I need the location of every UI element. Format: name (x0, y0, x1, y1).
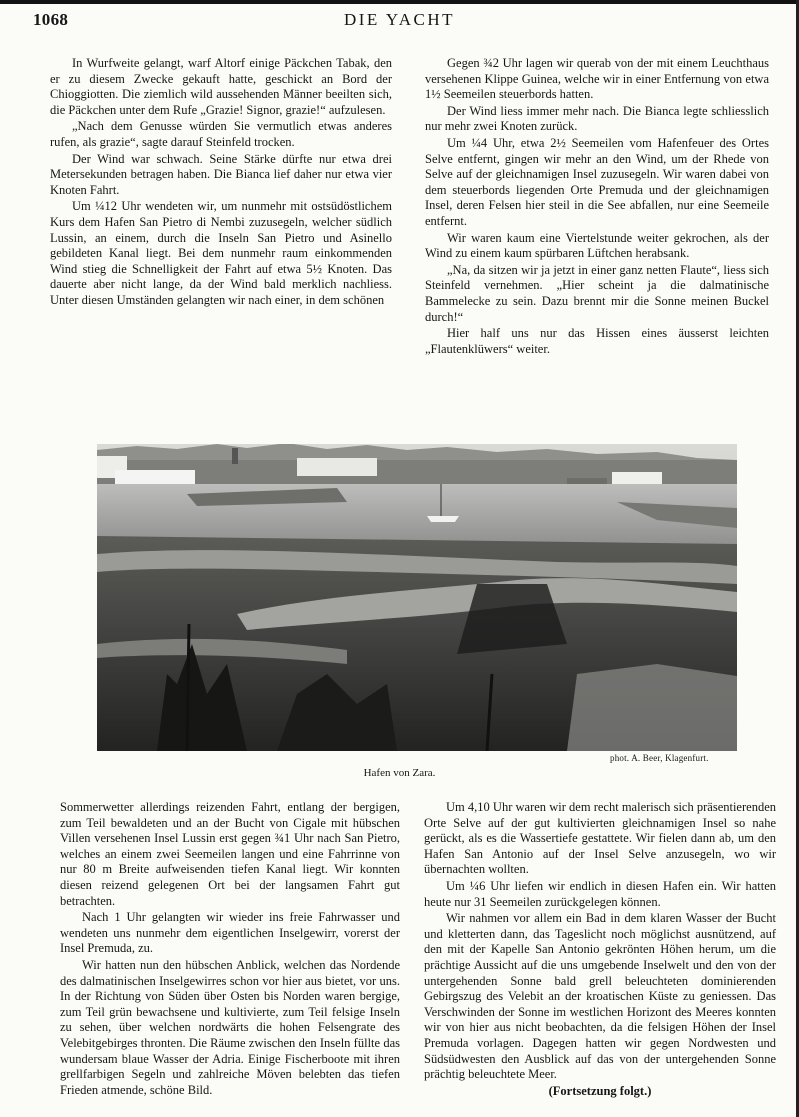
top-rule (0, 0, 799, 4)
text-column-bottom-right (424, 800, 776, 1100)
photo-credit: phot. A. Beer, Klagenfurt. (610, 753, 709, 763)
paragraph: „Na, da sitzen wir ja jetzt in einer ganz netten Flaute“, liess sich Steinfeld vernehmen. „Hier scheint ja die dalmatinische Bammelecke zu sein. Dazu brennt mir die Sonne meinen Buckel durch!“ (425, 262, 769, 324)
paragraph: Wir nahmen vor allem ein Bad in dem klaren Wasser der Bucht und kletterten dann, das Tageslicht noch möglichst ausnützend, auf den mit der Kapelle San Antonio gekrönten Höhen herum, um die prächtige Aussicht auf die uns umgebende Inselwelt und den von der untergehenden Sonne bald grell beleuchteten dominierenden Gebirgszug des Velebit an der kroatischen Küste zu geniessen. Das Verschwinden der Sonne im westlichen Horizont des Meeres konnten wir von hier aus nicht beobachten, da die felsigen Höhen der Insel Premuda vorlagen. Dagegen hatten wir gegen Nordwesten und Südsüdwesten den Ausblick auf das von der untergehenden Sonne prächtig beleuchtete Meer. (424, 911, 776, 1082)
photo-caption: Hafen von Zara. (363, 767, 436, 779)
paragraph: Um ¼12 Uhr wendeten wir, um nunmehr mit ostsüdöstlichem Kurs dem Hafen San Pietro di Nembi zuzusegeln, welcher südlich Lussin, an einem, durch die Inseln San Pietro und Asinello gebildeten Kanal liegt. Bei dem nunmehr raum einkommenden Wind stieg die Schnelligkeit der Fahrt auf etwa 5½ Knoten. Das dauerte aber nicht lange, da der Wind bald merklich nachliess. Unter diesen Umständen gelangten wir nach einer, in dem schönen (50, 199, 392, 307)
harbor-photo-illustration (97, 444, 737, 751)
paragraph: Um ¼4 Uhr, etwa 2½ Seemeilen vom Hafenfeuer des Ortes Selve entfernt, gingen wir mehr an den Wind, um der Rhede von Selve auf der gleichnamigen Insel zuzusegeln. Wir waren dabei von dem steuerbords liegenden Orte Premuda und der gleichnamigen Insel, deren Felsen hier steil in die See abfallen, nur eine Seemeile entfernt. (425, 135, 769, 228)
paragraph: Wir waren kaum eine Viertelstunde weiter gekrochen, als der Wind zu einem kaum spürbaren Lüftchen herabsank. (425, 230, 769, 261)
continuation-note: (Fortsetzung folgt.) (548, 1083, 652, 1098)
paragraph: Um 4,10 Uhr waren wir dem recht malerisch sich präsentierenden Orte Selve auf der gut kultivierten gleichnamigen Insel so nahe gerückt, als es die Wassertiefe gestattete. Wir fielen dann ab, um den Hafen San Antonio auf der Insel Selve anzusegeln, wo wir übernachten wollten. (424, 800, 776, 877)
text-column-top-left (50, 56, 392, 310)
paragraph: „Nach dem Genusse würden Sie vermutlich etwas anderes rufen, als grazie“, sagte darauf Steinfeld trocken. (50, 119, 392, 149)
paragraph: Nach 1 Uhr gelangten wir wieder ins freie Fahrwasser und wendeten uns nunmehr dem eigentlichen Inselgewirr, vorerst der Insel Premuda, zu. (60, 910, 400, 956)
paragraph: Um ¼6 Uhr liefen wir endlich in diesen Hafen ein. Wir hatten heute nur 31 Seemeilen zurückgelegen können. (424, 878, 776, 909)
paragraph: Wir hatten nun den hübschen Anblick, welchen das Nordende des dalmatinischen Inselgewirres schon vor hier aus bietet, vor uns. In der Richtung von Süden über Osten bis Norden waren bergige, zum Teil grün bewachsene und kultivierte, zum Teil felsige Inseln zu sehen, über welchen nordwärts die hohen Felsengrate des Velebitgebirges thronten. Die Räume zwischen den Inseln füllte das wundersam blaue Wasser der Adria. Einige Fischerboote mit ihren grellfarbigen Segeln und zahlreiche Möven belebten das tiefen Frieden atmende, schöne Bild. (60, 957, 400, 1097)
paragraph: In Wurfweite gelangt, warf Altorf einige Päckchen Tabak, den er zu diesem Zwecke gekauft hatte, geschickt an Bord der Chioggiotten. Die ziemlich wild aussehenden Männer beeilten sich, die Päckchen unter dem Rufe „Grazie! Signor, grazie!“ aufzulesen. (50, 56, 392, 117)
paragraph: Der Wind liess immer mehr nach. Die Bianca legte schliesslich nur mehr zwei Knoten zurück. (425, 103, 769, 134)
text-column-top-right (425, 56, 769, 358)
paragraph: Der Wind war schwach. Seine Stärke dürfte nur etwa drei Metersekunden betragen haben. Die Bianca lief daher nur etwa vier Knoten Fahrt. (50, 151, 392, 197)
text-column-bottom-left (60, 800, 400, 1099)
paragraph: Hier half uns nur das Hissen eines äusserst leichten „Flautenklüwers“ weiter. (425, 326, 769, 356)
page-number: 1068 (33, 10, 69, 29)
paragraph: Sommerwetter allerdings reizenden Fahrt, entlang der bergigen, zum Teil bewaldeten und an der Bucht von Cigale mit hübschen Villen versehenen Insel Lussin erst gegen ¾1 Uhr nach San Pietro, welches an einem zwei Seemeilen langen und eine Fahrrinne von nur 80 m Breite aufweisenden tiefen Kanal liegt. Wir konnten diesen reizend gelegenen Ort bei der langsamen Fahrt gut betrachten. (60, 800, 400, 908)
harbor-photograph (97, 444, 737, 751)
paragraph: Gegen ¾2 Uhr lagen wir querab von der mit einem Leuchthaus versehenen Klippe Guinea, welche wir in einer Entfernung von etwa 1½ Seemeilen steuerbords hatten. (425, 56, 769, 102)
running-head-title: DIE YACHT (343, 10, 456, 29)
